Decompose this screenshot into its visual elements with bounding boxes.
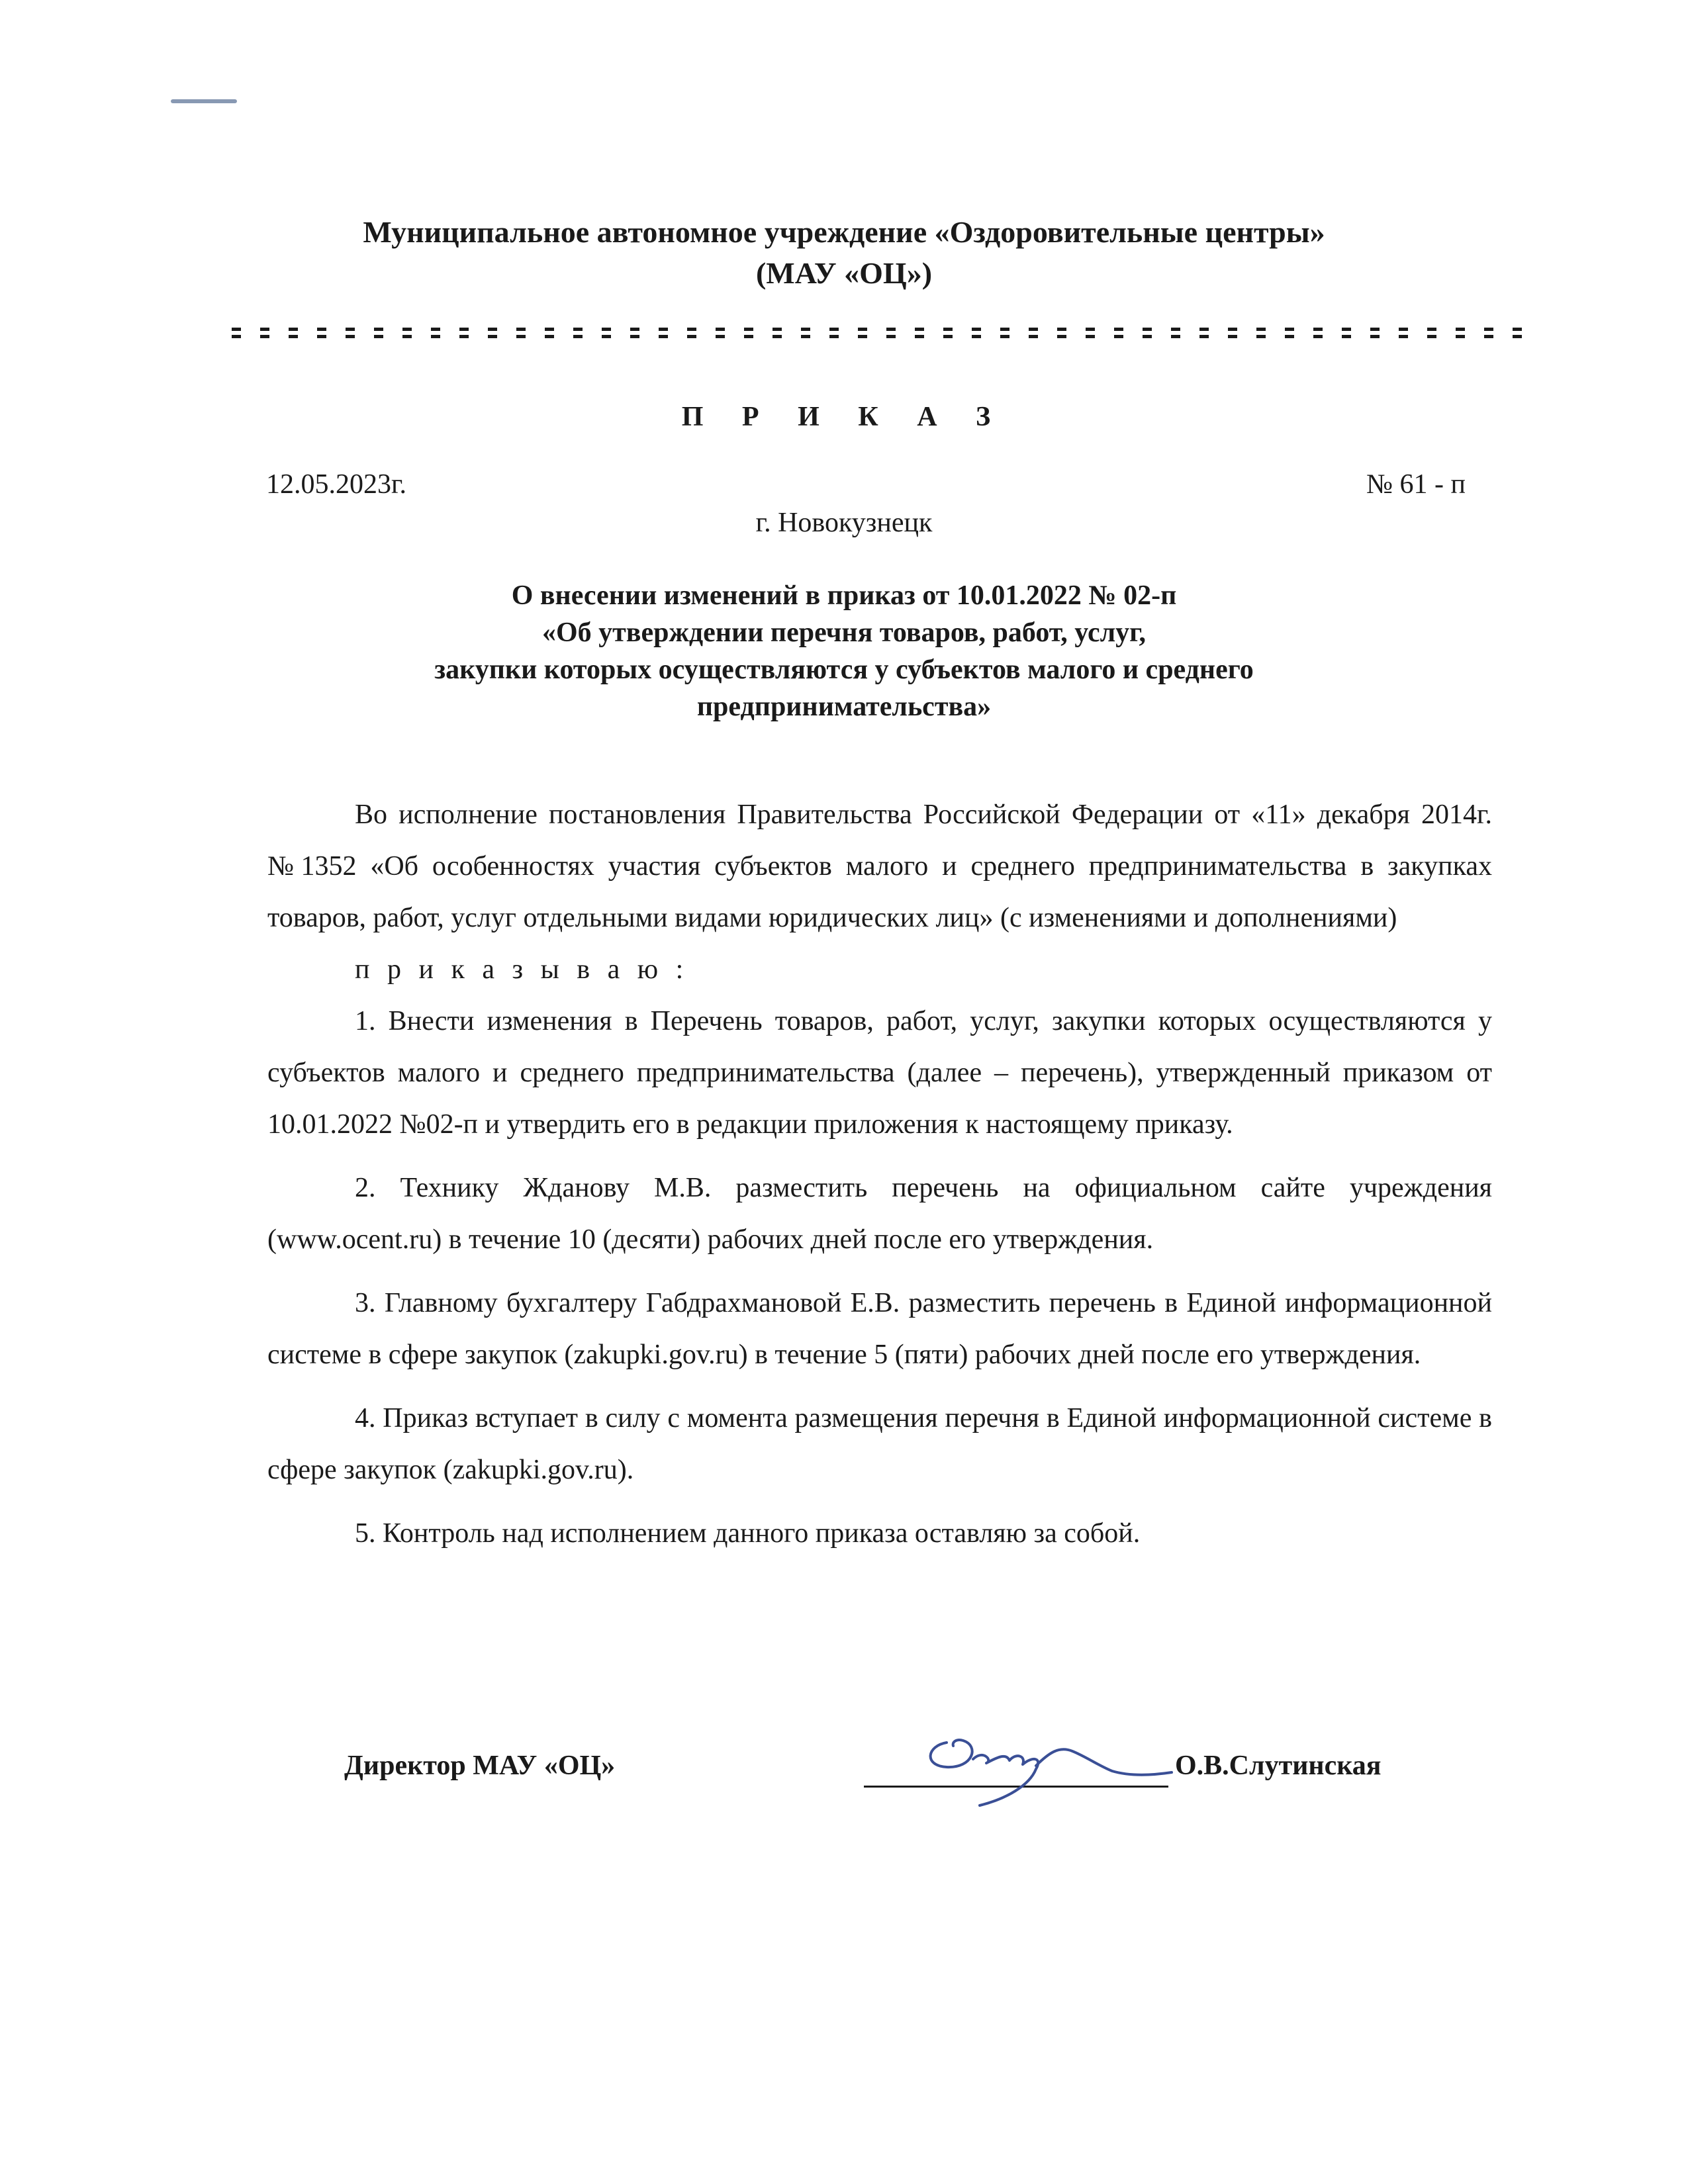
org-name-line2: (МАУ «ОЦ») xyxy=(755,256,933,290)
subject-line4: предпринимательства» xyxy=(696,692,992,722)
signatory-title: Директор МАУ «ОЦ» xyxy=(344,1751,616,1781)
org-name-line1: Муниципальное автономное учреждение «Оздоровительные центры» xyxy=(363,215,1325,249)
corner-mark xyxy=(171,99,237,103)
order-item-3: 3. Главному бухгалтеру Габдрахмановой Е.В. разместить перечень в Единой информационной системе в сфере закупок (zakupki.gov.ru) в течение 5 (пяти) рабочих дней после его утверждения. xyxy=(267,1288,1492,1370)
order-city: г. Новокузнецк xyxy=(755,508,933,538)
header-separator xyxy=(232,326,1536,340)
subject-line3: закупки которых осуществляются у субъектов малого и среднего xyxy=(434,655,1254,685)
order-item-2: 2. Технику Жданову М.В. разместить перечень на официальном сайте учреждения (www.ocent.ru) в течение 10 (десяти) рабочих дней после его утверждения. xyxy=(267,1173,1492,1255)
order-item-1: 1. Внести изменения в Перечень товаров, работ, услуг, закупки которых осуществляются у субъектов малого и среднего предпринимательства (далее – перечень), утвержденный приказом от 10.01.2022 №02-п и утвердить его в редакции приложения к настоящему приказу. xyxy=(267,1006,1492,1140)
order-title: П Р И К А З xyxy=(681,402,1007,432)
order-date: 12.05.2023г. xyxy=(266,469,406,500)
order-item-5: 5. Контроль над исполнением данного приказа оставляю за собой. xyxy=(355,1518,1141,1549)
order-subject xyxy=(0,577,1688,725)
organization-header xyxy=(0,212,1688,294)
signatory-name: О.В.Слутинская xyxy=(1175,1751,1382,1781)
preamble-paragraph: Во исполнение постановления Правительства Российской Федерации от «11» декабря 2014г. №1352 «Об особенностях участия субъектов малого и среднего предпринимательства в закупках товаров, работ, услуг отдельными видами юридических лиц» (с изменениями и дополнениями) xyxy=(267,799,1492,933)
signature-stroke xyxy=(931,1740,1172,1805)
signature-block xyxy=(0,1733,1688,1839)
subject-line2: «Об утверждении перечня товаров, работ, услуг, xyxy=(541,617,1146,648)
order-item-4: 4. Приказ вступает в силу с момента размещения перечня в Единой информационной системе в сфере закупок (zakupki.gov.ru). xyxy=(267,1403,1492,1485)
order-number: № 61 - п xyxy=(1366,469,1466,500)
directive-word: п р и к а з ы в а ю : xyxy=(355,954,689,985)
handwritten-signature xyxy=(900,1719,1205,1812)
subject-line1: О внесении изменений в приказ от 10.01.2022 № 02-п xyxy=(511,580,1177,611)
order-body xyxy=(267,789,1492,1559)
